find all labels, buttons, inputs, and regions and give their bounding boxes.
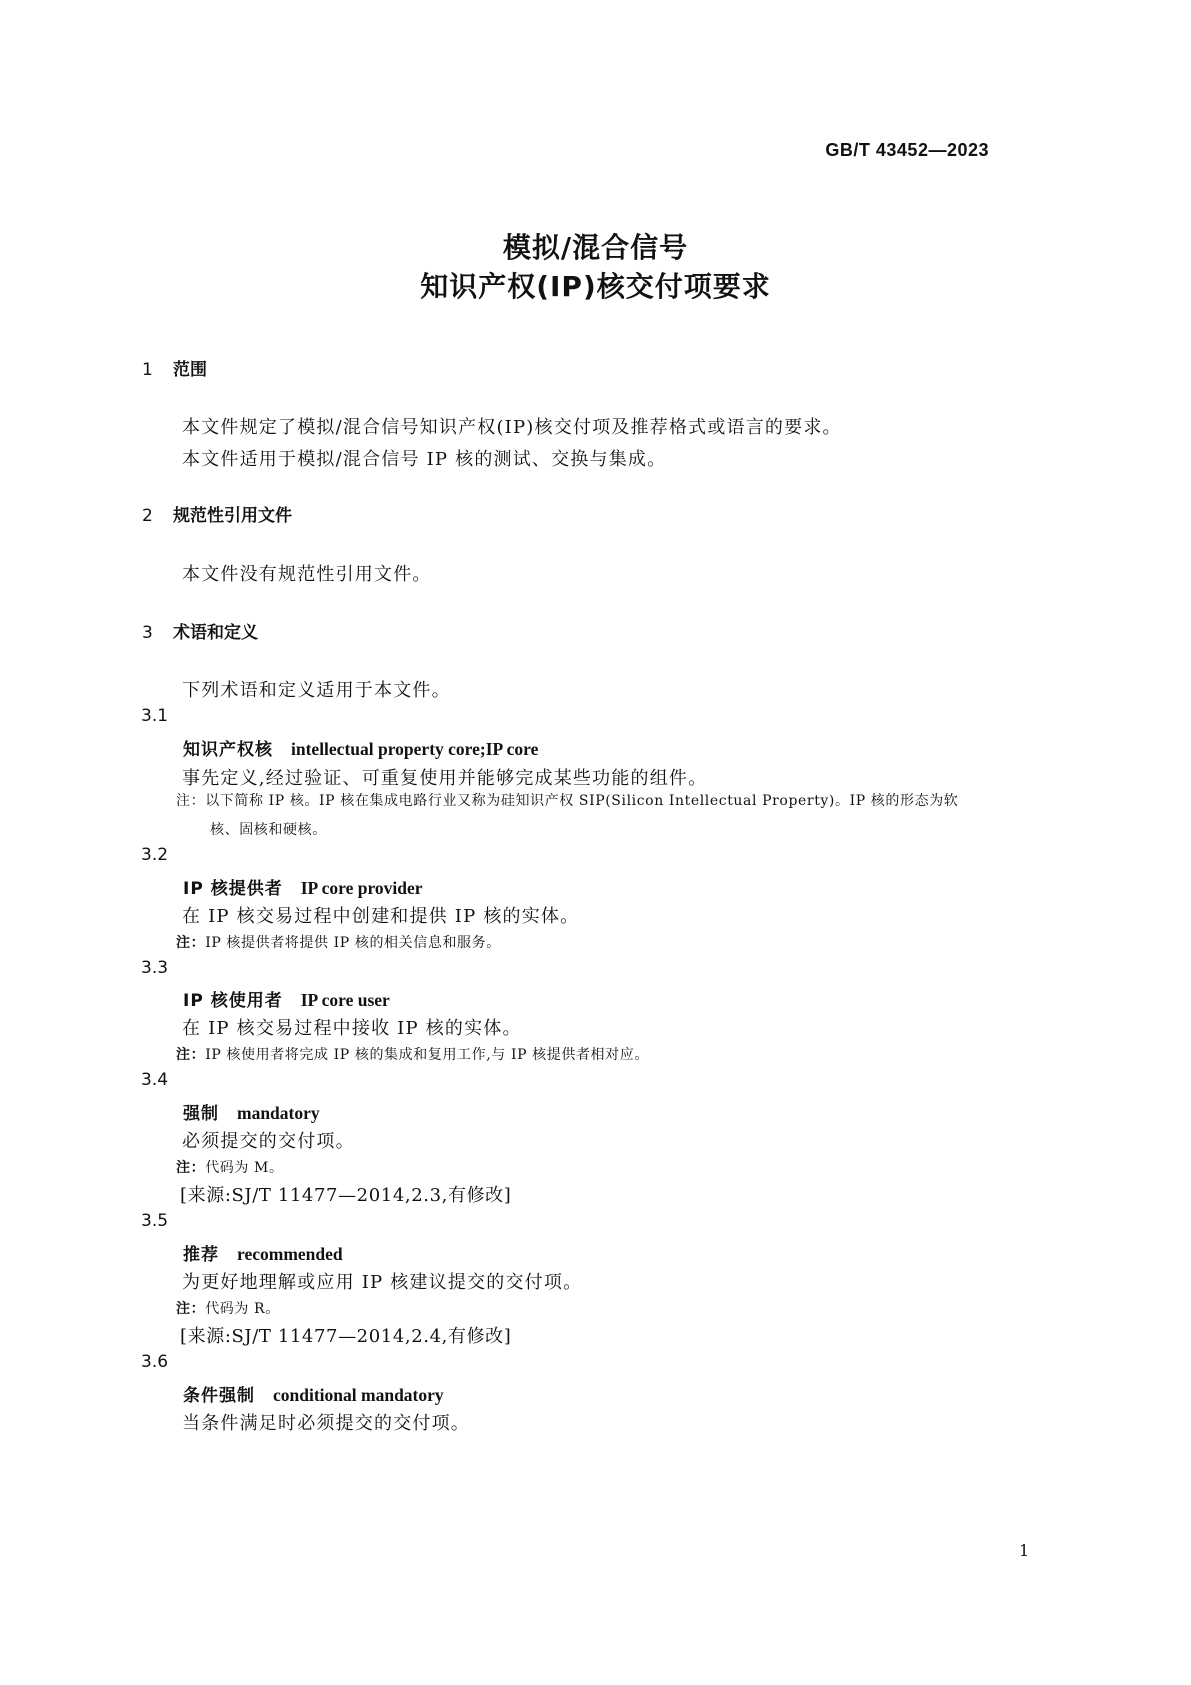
term-entry [183, 1240, 343, 1265]
paragraph: 下列术语和定义适用于本文件。 [182, 680, 451, 701]
term-note [176, 1044, 649, 1064]
term-en: mandatory [237, 1103, 320, 1123]
term-definition: 必须提交的交付项。 [182, 1131, 355, 1152]
note-text: 代码为 M。 [205, 1160, 284, 1176]
term-en: recommended [237, 1244, 343, 1264]
term-zh: 条件强制 [183, 1386, 255, 1406]
note-label: 注： [176, 1047, 206, 1063]
term-number: 3.5 [141, 1211, 169, 1231]
section-title: 规范性引用文件 [173, 506, 292, 526]
term-note [176, 1298, 280, 1318]
paragraph: 本文件规定了模拟/混合信号知识产权(IP)核交付项及推荐格式或语言的要求。 [182, 417, 842, 438]
term-zh: 推荐 [183, 1245, 219, 1265]
section-title: 术语和定义 [173, 623, 258, 643]
document-title-line1: 模拟/混合信号 [502, 231, 689, 264]
term-definition: 当条件满足时必须提交的交付项。 [182, 1413, 470, 1434]
section-heading-scope [142, 355, 207, 380]
paragraph: 本文件没有规范性引用文件。 [182, 564, 432, 585]
term-number: 3.6 [141, 1352, 169, 1372]
term-note [176, 932, 501, 952]
term-zh: IP 核使用者 [183, 991, 283, 1011]
term-source: [来源:SJ/T 11477—2014,2.4,有修改] [180, 1326, 512, 1347]
term-note [176, 1157, 284, 1177]
term-zh: IP 核提供者 [183, 879, 283, 899]
section-number: 1 [142, 360, 153, 380]
note-label: 注： [176, 1301, 206, 1317]
paragraph: 本文件适用于模拟/混合信号 IP 核的测试、交换与集成。 [182, 449, 667, 470]
term-en: intellectual property core;IP core [291, 739, 539, 759]
note-text: 以下简称 IP 核。IP 核在集成电路行业又称为硅知识产权 SIP(Silicon Intellectual Property)。IP 核的形态为软 [205, 793, 959, 809]
term-entry [183, 735, 538, 760]
term-entry [183, 1381, 444, 1406]
note-text: 代码为 R。 [205, 1301, 280, 1317]
page-number: 1 [1019, 1541, 1030, 1560]
section-title: 范围 [173, 360, 207, 380]
term-en: IP core provider [300, 878, 423, 898]
term-definition: 在 IP 核交易过程中接收 IP 核的实体。 [182, 1018, 522, 1039]
note-label: 注： [176, 1160, 206, 1176]
term-en: conditional mandatory [273, 1385, 444, 1405]
document-title-line2: 知识产权(IP)核交付项要求 [420, 270, 771, 303]
section-number: 3 [142, 623, 153, 643]
section-number: 2 [142, 506, 153, 526]
section-heading-terms-definitions [142, 618, 258, 643]
term-zh: 强制 [183, 1104, 219, 1124]
term-entry [183, 874, 423, 899]
note-text-continued: 核、固核和硬核。 [210, 822, 327, 838]
term-number: 3.3 [141, 958, 169, 978]
term-number: 3.4 [141, 1070, 169, 1090]
term-source: [来源:SJ/T 11477—2014,2.3,有修改] [180, 1185, 512, 1206]
term-definition: 事先定义,经过验证、可重复使用并能够完成某些功能的组件。 [182, 768, 708, 789]
section-heading-normative-references [142, 501, 292, 526]
note-label: 注： [176, 935, 206, 951]
term-number: 3.2 [141, 845, 169, 865]
term-note [176, 787, 1056, 845]
term-definition: 在 IP 核交易过程中创建和提供 IP 核的实体。 [182, 906, 580, 927]
document-code: GB/T 43452—2023 [825, 140, 989, 160]
term-entry [183, 1099, 320, 1124]
term-definition: 为更好地理解或应用 IP 核建议提交的交付项。 [182, 1272, 583, 1293]
note-text: IP 核提供者将提供 IP 核的相关信息和服务。 [205, 935, 501, 951]
term-entry [183, 986, 390, 1011]
term-number: 3.1 [141, 706, 169, 726]
term-en: IP core user [300, 990, 390, 1010]
note-label: 注： [176, 793, 206, 809]
note-text: IP 核使用者将完成 IP 核的集成和复用工作,与 IP 核提供者相对应。 [205, 1047, 649, 1063]
term-zh: 知识产权核 [183, 740, 273, 760]
